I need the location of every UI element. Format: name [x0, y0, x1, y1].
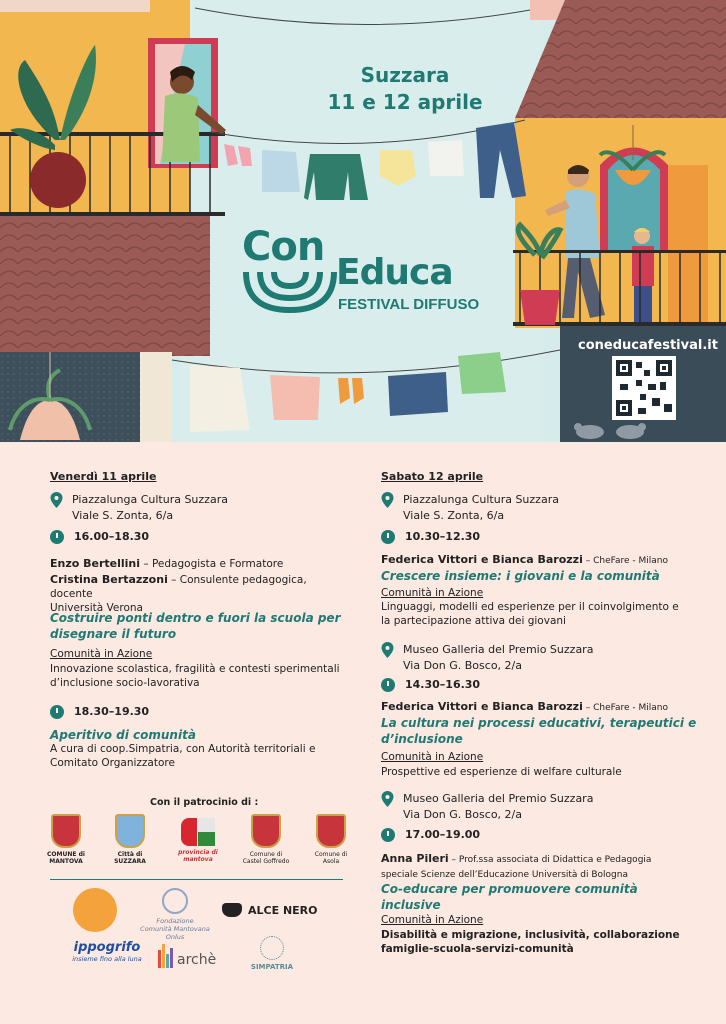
crest-mantova: COMUNE di MANTOVA: [44, 814, 88, 865]
hero-illustration: [0, 0, 726, 442]
asola-crest-icon: [316, 814, 346, 848]
day2-slot2-title: La cultura nei processi educativi, terapeutici e d’inclusione: [381, 716, 697, 746]
event-dates: 11 e 12 aprile: [327, 90, 483, 114]
location-pin-icon: [381, 791, 394, 807]
day2-slot3-title: Co-educare per promuovere comunità inclusive: [381, 882, 638, 912]
day2-slot1-desc: Linguaggi, modelli ed esperienze per il coinvolgimento e la partecipazione attiva dei giovani: [381, 601, 679, 627]
clock-icon: [50, 530, 64, 544]
clock-icon: [50, 705, 64, 719]
day2-location3: Museo Galleria del Premio Suzzara Via Don G. Bosco, 2/a: [381, 791, 593, 823]
arche-bars-icon: [158, 944, 173, 968]
alce-nero-icon: [222, 903, 242, 917]
day2-slot3-label: Comunità in Azione: [381, 914, 484, 926]
crest-suzzara: Città di SUZZARA: [108, 814, 152, 865]
location-pin-icon: [381, 642, 394, 658]
day1-heading: Venerdì 11 aprile: [50, 470, 157, 483]
day2-slot3-speaker: Anna Pileri – Prof.ssa associata di Didattica e Pedagogia speciale Scienze dell’Educazione Università di Bologna: [381, 852, 652, 880]
day2-slot1-label: Comunità in Azione: [381, 587, 484, 599]
logo-con: Con: [242, 224, 325, 270]
mantova-crest-icon: [51, 814, 81, 848]
castel-goffredo-crest-icon: [251, 814, 281, 848]
day1-speaker2: Cristina Bertazzoni – Consulente pedagogica, docente Università Verona: [50, 573, 307, 614]
day1-speaker1: Enzo Bertellini – Pedagogista e Formatore: [50, 557, 284, 570]
patronage-title: Con il patrocinio di :: [150, 797, 259, 808]
logo-educa: Educa: [336, 252, 453, 293]
day1-talk1-desc: Innovazione scolastica, fragilità e contesti sperimentali d’inclusione socio-lavorativa: [50, 663, 340, 689]
logo-anniversary: [70, 888, 120, 932]
day2-location1: Piazzalunga Cultura Suzzara Viale S. Zonta, 6/a: [381, 492, 559, 524]
day1-address: Viale S. Zonta, 6/a: [72, 509, 174, 522]
provincia-logo-icon: [181, 818, 215, 846]
day2-slot2-label: Comunità in Azione: [381, 751, 484, 763]
logo-provincia: provincia di mantova: [168, 818, 228, 863]
event-location-dates: [315, 62, 495, 116]
coneduca-logo: [242, 224, 482, 318]
city-name: Suzzara: [360, 63, 450, 87]
logo-arche: archè: [158, 944, 228, 968]
fondazione-logo-icon: [162, 888, 188, 914]
day1-slot2-time: 18.30–19.30: [50, 705, 149, 719]
day1-talk1-label: Comunità in Azione: [50, 648, 153, 660]
day1-aperitivo-desc: A cura di coop.Simpatria, con Autorità territoriali e Comitato Organizzatore: [50, 743, 316, 769]
day2-location2: Museo Galleria del Premio Suzzara Via Don G. Bosco, 2/a: [381, 642, 593, 674]
logo-ippogrifo: ippogrifo insieme fino alla luna: [72, 940, 142, 963]
day2-slot2-time: 14.30–16.30: [381, 678, 480, 692]
crest-castel-goffredo: Comune di Castel Goffredo: [242, 814, 290, 865]
sponsor-divider: [50, 879, 343, 880]
logo-alce-nero: ALCE NERO: [222, 903, 332, 917]
logo-fondazione: Fondazione Comunità Mantovana Onlus: [140, 888, 210, 941]
crest-asola: Comune di Asola: [310, 814, 352, 865]
day2-slot2-speakers: Federica Vittori e Bianca Barozzi – CheFare - Milano: [381, 700, 668, 713]
day1-talk1-title: Costruire ponti dentro e fuori la scuola per disegnare il futuro: [50, 611, 341, 641]
anniversary-badge-icon: [73, 888, 117, 932]
clock-icon: [381, 678, 395, 692]
day2-program: [381, 470, 711, 960]
day2-slot2-desc: Prospettive ed esperienze di welfare culturale: [381, 766, 622, 778]
day2-slot1-speakers: Federica Vittori e Bianca Barozzi – CheFare - Milano: [381, 553, 668, 566]
day1-location: [50, 492, 228, 524]
day1-program: [50, 470, 350, 800]
day2-slot1-time: 10.30–12.30: [381, 530, 480, 544]
day1-place: Piazzalunga Cultura Suzzara: [72, 493, 228, 506]
logo-subtitle: FESTIVAL DIFFUSO: [338, 296, 480, 313]
suzzara-crest-icon: [115, 814, 145, 848]
location-pin-icon: [381, 492, 394, 508]
day1-slot1-time: 16.00–18.30: [50, 530, 149, 544]
day2-heading: Sabato 12 aprile: [381, 470, 484, 483]
day2-slot3-time: 17.00–19.00: [381, 828, 480, 842]
clock-icon: [381, 828, 395, 842]
clock-icon: [381, 530, 395, 544]
logo-simpatria: SIMPATRIA: [244, 936, 300, 971]
simpatria-logo-icon: [260, 936, 284, 960]
day2-slot3-desc: Disabilità e migrazione, inclusività, collaborazione famiglie-scuola-servizi-comunità: [381, 929, 680, 955]
website-link[interactable]: coneducafestival.it: [578, 338, 718, 353]
day1-aperitivo-title: Aperitivo di comunità: [50, 728, 196, 742]
day2-slot1-title: Crescere insieme: i giovani e la comunità: [381, 569, 660, 583]
location-pin-icon: [50, 492, 63, 508]
